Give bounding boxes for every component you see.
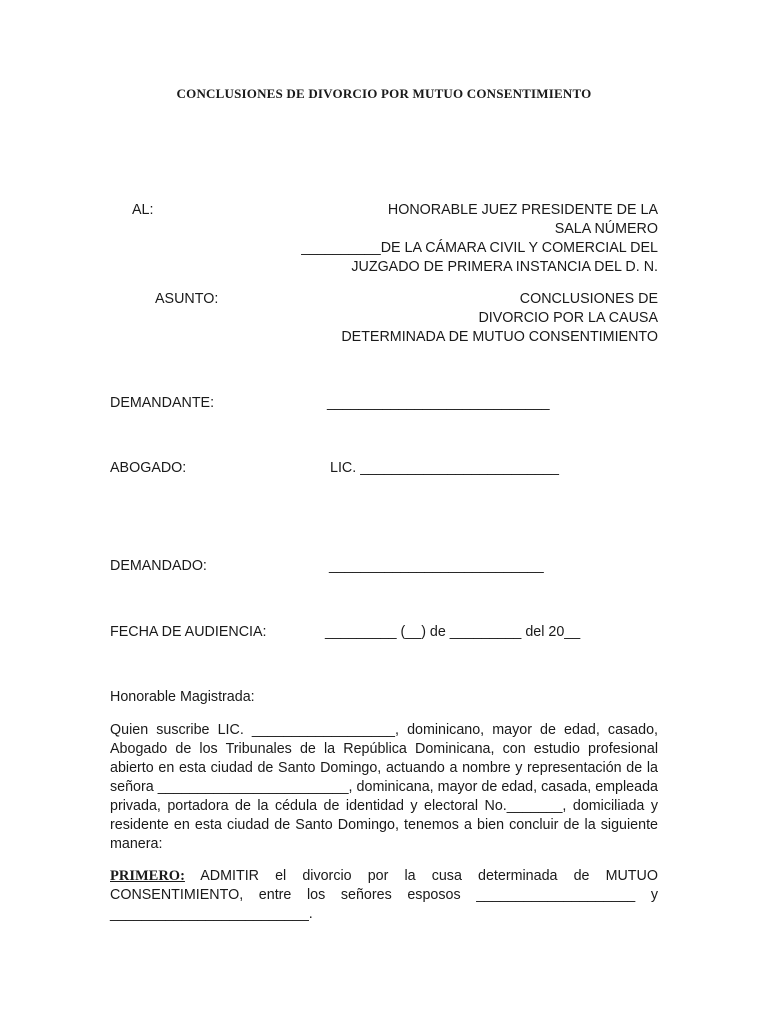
demandado-blank: ___________________________ bbox=[329, 558, 544, 574]
al-line: JUZGADO DE PRIMERA INSTANCIA DEL D. N. bbox=[351, 259, 658, 275]
asunto-block bbox=[300, 290, 658, 347]
demandante-label: DEMANDANTE: bbox=[110, 395, 215, 411]
al-line: SALA NÚMERO bbox=[554, 221, 658, 237]
fecha-audiencia-blank: _________ (__) de _________ del 20__ bbox=[325, 624, 581, 640]
document-title: CONCLUSIONES DE DIVORCIO POR MUTUO CONSENTIMIENTO bbox=[176, 86, 592, 101]
al-label: AL: bbox=[132, 202, 154, 218]
al-addressee-block bbox=[300, 201, 658, 277]
primero-label: PRIMERO: bbox=[110, 868, 185, 884]
asunto-line: CONCLUSIONES DE bbox=[519, 291, 658, 307]
salutation: Honorable Magistrada: bbox=[110, 689, 255, 705]
abogado-blank: LIC. _________________________ bbox=[330, 460, 559, 476]
asunto-line: DIVORCIO POR LA CAUSA bbox=[478, 310, 658, 326]
demandante-blank: ____________________________ bbox=[327, 395, 550, 411]
primero-text: ADMITIR el divorcio por la cusa determinada de MUTUO CONSENTIMIENTO, entre los señores esposos ____________________ y _________________________. bbox=[110, 868, 658, 922]
al-line: __________DE LA CÁMARA CIVIL Y COMERCIAL DEL bbox=[301, 240, 658, 256]
al-line: HONORABLE JUEZ PRESIDENTE DE LA bbox=[387, 202, 658, 218]
body-paragraph: Quien suscribe LIC. __________________, dominicano, mayor de edad, casado, Abogado de los Tribunales de la República Dominicana, con estudio profesional abierto en esta ciudad de Santo Domingo, actuando a nombre y representación de la señora ________________________, dominicana, mayor de edad, casada, empleada privada, portadora de la cédula de identidad y electoral No._______, domiciliada y residente en esta ciudad de Santo Domingo, tenemos a bien concluir de la siguiente manera: bbox=[110, 722, 658, 852]
fecha-audiencia-label: FECHA DE AUDIENCIA: bbox=[110, 624, 267, 640]
primero-paragraph bbox=[110, 867, 658, 924]
demandado-label: DEMANDADO: bbox=[110, 558, 207, 574]
asunto-label: ASUNTO: bbox=[155, 291, 219, 307]
abogado-label: ABOGADO: bbox=[110, 460, 187, 476]
asunto-line: DETERMINADA DE MUTUO CONSENTIMIENTO bbox=[341, 329, 658, 345]
